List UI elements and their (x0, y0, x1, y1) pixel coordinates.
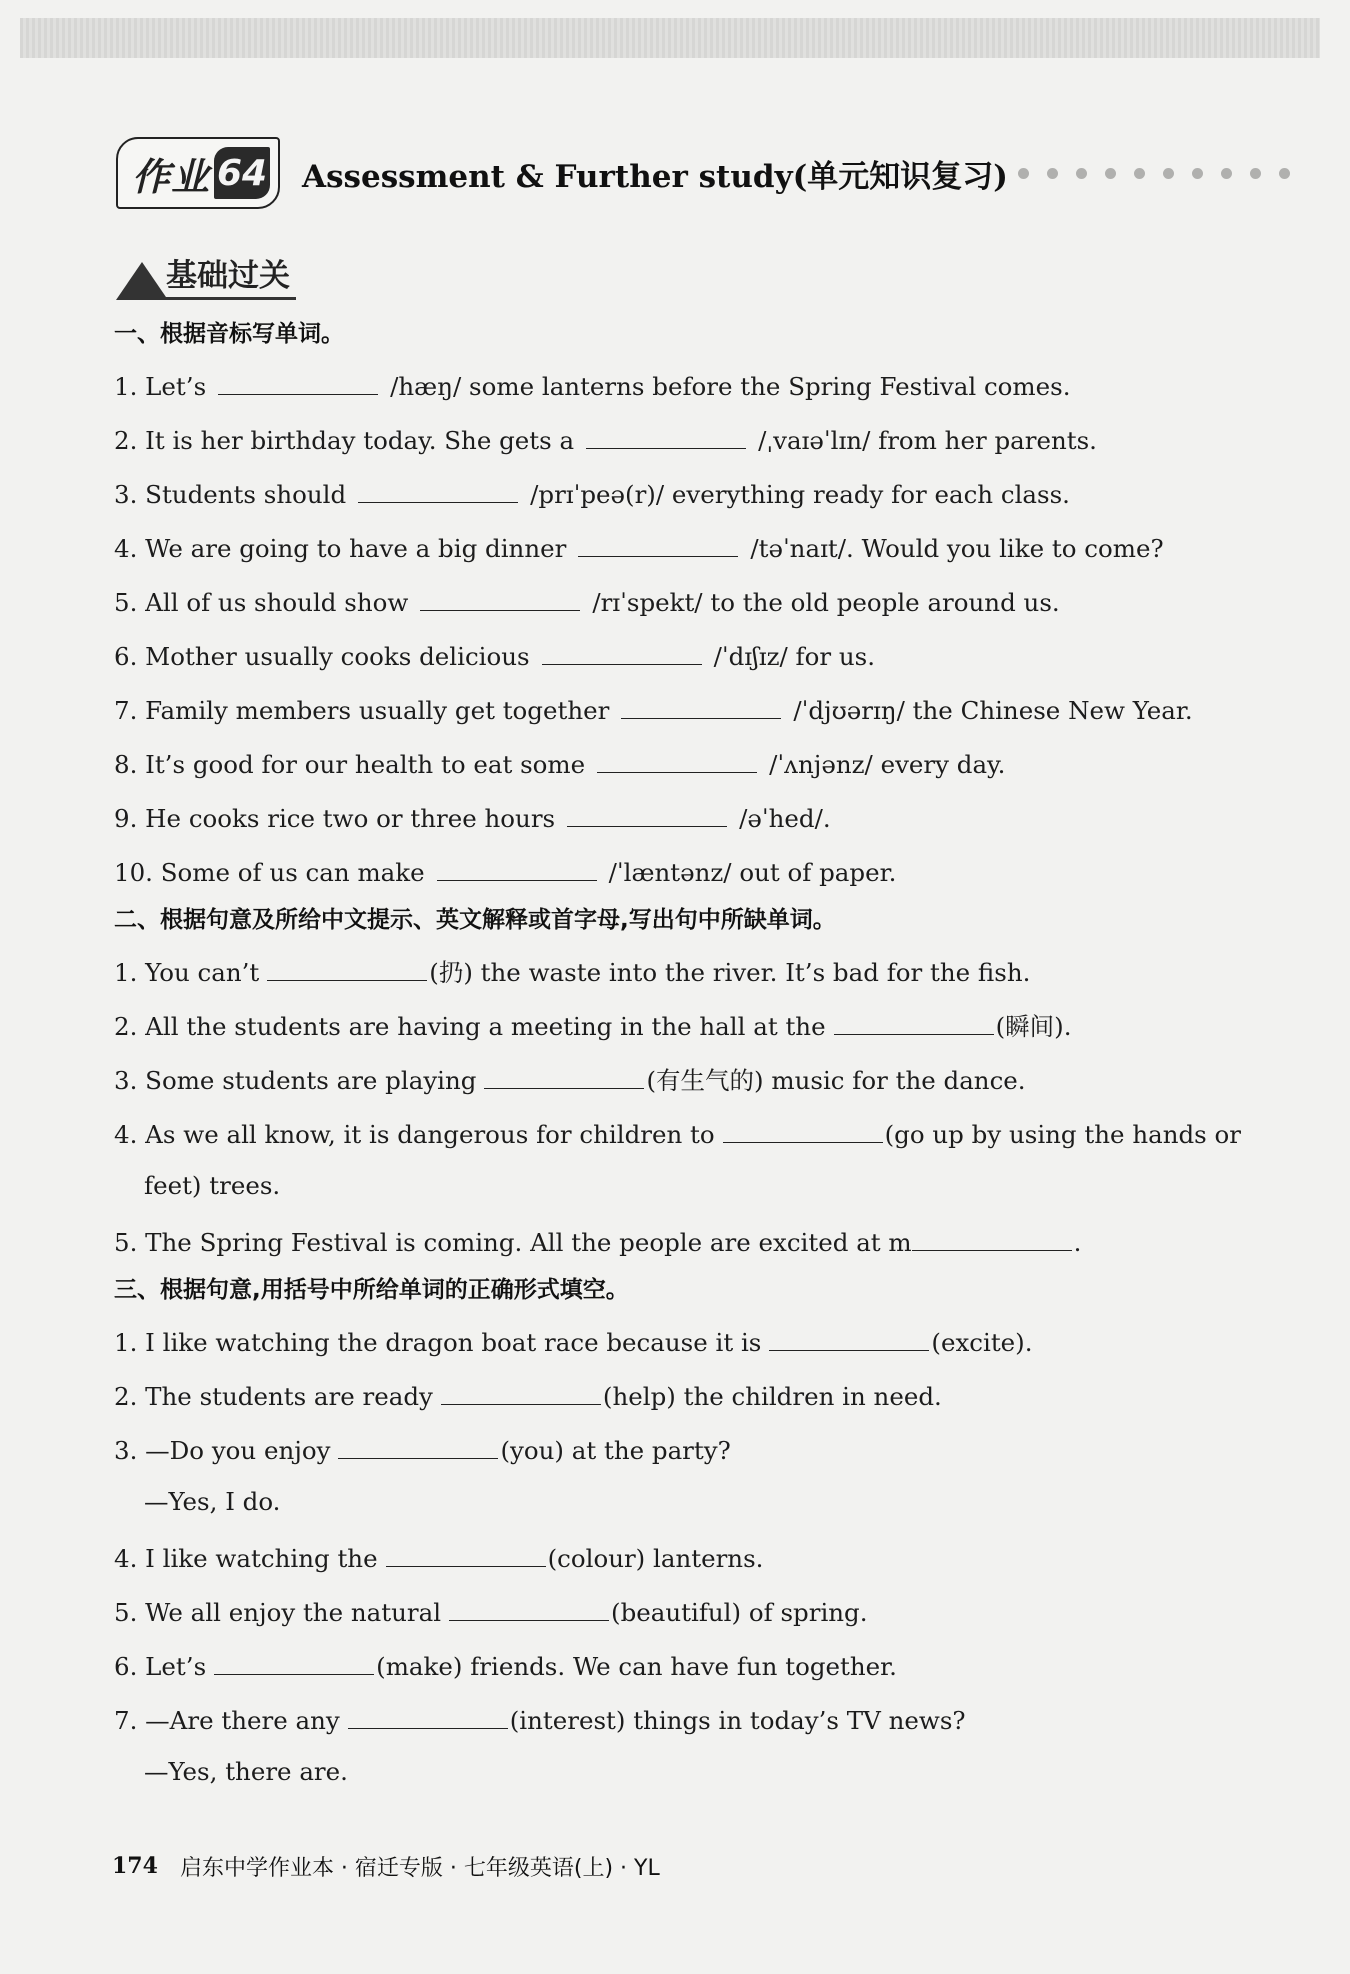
dot-icon (1279, 168, 1290, 179)
question-row: 1. I like watching the dragon boat race because it is (excite). (114, 1318, 1274, 1362)
answer-blank[interactable] (348, 1696, 508, 1729)
mountain-icon (116, 262, 168, 300)
answer-blank[interactable] (441, 1372, 601, 1405)
answer-blank[interactable] (912, 1218, 1072, 1251)
answer-row-continued: —Yes, I do. (144, 1487, 281, 1516)
question-row: 5. We all enjoy the natural (beautiful) of spring. (114, 1588, 1274, 1632)
part2-list (114, 948, 1274, 1262)
section-title: 基础过关 (164, 250, 296, 300)
question-row: 1. Let’s /hæŋ/ some lanterns before the Spring Festival comes. (114, 362, 1274, 406)
part3-list (114, 1318, 1274, 1794)
dot-icon (1192, 168, 1203, 179)
answer-blank[interactable] (586, 416, 746, 449)
exercise-content (114, 310, 1274, 1804)
question-row: 2. The students are ready (help) the children in need. (114, 1372, 1274, 1416)
answer-blank[interactable] (769, 1318, 929, 1351)
answer-blank[interactable] (267, 948, 427, 981)
part1-list (114, 362, 1274, 892)
answer-blank[interactable] (218, 362, 378, 395)
dot-icon (1018, 168, 1029, 179)
decorative-dots (1018, 168, 1290, 179)
dot-icon (1163, 168, 1174, 179)
section-heading (116, 254, 296, 300)
question-row: 5. The Spring Festival is coming. All the people are excited at m . (114, 1218, 1274, 1262)
question-row: 6. Mother usually cooks delicious /ˈdɪʃɪz/ for us. (114, 632, 1274, 676)
assignment-header (116, 132, 1331, 214)
question-row: 4. We are going to have a big dinner /təˈnaɪt/. Would you like to come? (114, 524, 1274, 568)
answer-blank[interactable] (578, 524, 738, 557)
assignment-badge (116, 137, 280, 209)
answer-row-continued: —Yes, there are. (144, 1757, 348, 1786)
dot-icon (1221, 168, 1232, 179)
dot-icon (1250, 168, 1261, 179)
question-row: 3. Students should /prɪˈpeə(r)/ everything ready for each class. (114, 470, 1274, 514)
answer-blank[interactable] (542, 632, 702, 665)
question-row-continued: feet) trees. (144, 1171, 281, 1200)
question-row: 9. He cooks rice two or three hours /əˈhed/. (114, 794, 1274, 838)
dot-icon (1105, 168, 1116, 179)
badge-label: 作业 (132, 154, 211, 199)
answer-blank[interactable] (723, 1110, 883, 1143)
answer-blank[interactable] (338, 1426, 498, 1459)
answer-blank[interactable] (386, 1534, 546, 1567)
question-row: 3. —Do you enjoy (you) at the party? (114, 1426, 1274, 1470)
question-row: 8. It’s good for our health to eat some /ˈʌnjənz/ every day. (114, 740, 1274, 784)
answer-blank[interactable] (449, 1588, 609, 1621)
part2-title: 二、根据句意及所给中文提示、英文解释或首字母,写出句中所缺单词。 (114, 907, 836, 933)
question-row: 2. It is her birthday today. She gets a /ˌvaɪəˈlɪn/ from her parents. (114, 416, 1274, 460)
answer-blank[interactable] (834, 1002, 994, 1035)
answer-blank[interactable] (621, 686, 781, 719)
page-footer (112, 1846, 660, 1886)
answer-blank[interactable] (358, 470, 518, 503)
scan-top-band (20, 18, 1320, 58)
answer-blank[interactable] (597, 740, 757, 773)
part1-title: 一、根据音标写单词。 (114, 321, 344, 347)
question-row: 4. I like watching the (colour) lanterns. (114, 1534, 1274, 1578)
unit-title: Assessment & Further study(单元知识复习) (302, 158, 1008, 195)
badge-number: 64 (214, 147, 270, 199)
question-row: 10. Some of us can make /ˈlæntənz/ out of paper. (114, 848, 1274, 892)
question-row: 5. All of us should show /rɪˈspekt/ to the old people around us. (114, 578, 1274, 622)
question-row: 7. —Are there any (interest) things in today’s TV news? (114, 1696, 1274, 1740)
question-row: 7. Family members usually get together /ˈdjʊərɪŋ/ the Chinese New Year. (114, 686, 1274, 730)
dot-icon (1047, 168, 1058, 179)
question-row: 4. As we all know, it is dangerous for children to (go up by using the hands or (114, 1110, 1274, 1154)
dot-icon (1076, 168, 1087, 179)
answer-blank[interactable] (420, 578, 580, 611)
part3-title: 三、根据句意,用括号中所给单词的正确形式填空。 (114, 1277, 629, 1303)
dot-icon (1134, 168, 1145, 179)
book-title: 启东中学作业本 · 宿迁专版 · 七年级英语(上) · YL (179, 1855, 660, 1881)
answer-blank[interactable] (214, 1642, 374, 1675)
answer-blank[interactable] (567, 794, 727, 827)
answer-blank[interactable] (437, 848, 597, 881)
question-row: 1. You can’t (扔) the waste into the river. It’s bad for the fish. (114, 948, 1274, 992)
question-row: 6. Let’s (make) friends. We can have fun together. (114, 1642, 1274, 1686)
page-number: 174 (112, 1853, 158, 1879)
answer-blank[interactable] (484, 1056, 644, 1089)
question-row: 2. All the students are having a meeting in the hall at the (瞬间). (114, 1002, 1274, 1046)
question-row: 3. Some students are playing (有生气的) music for the dance. (114, 1056, 1274, 1100)
